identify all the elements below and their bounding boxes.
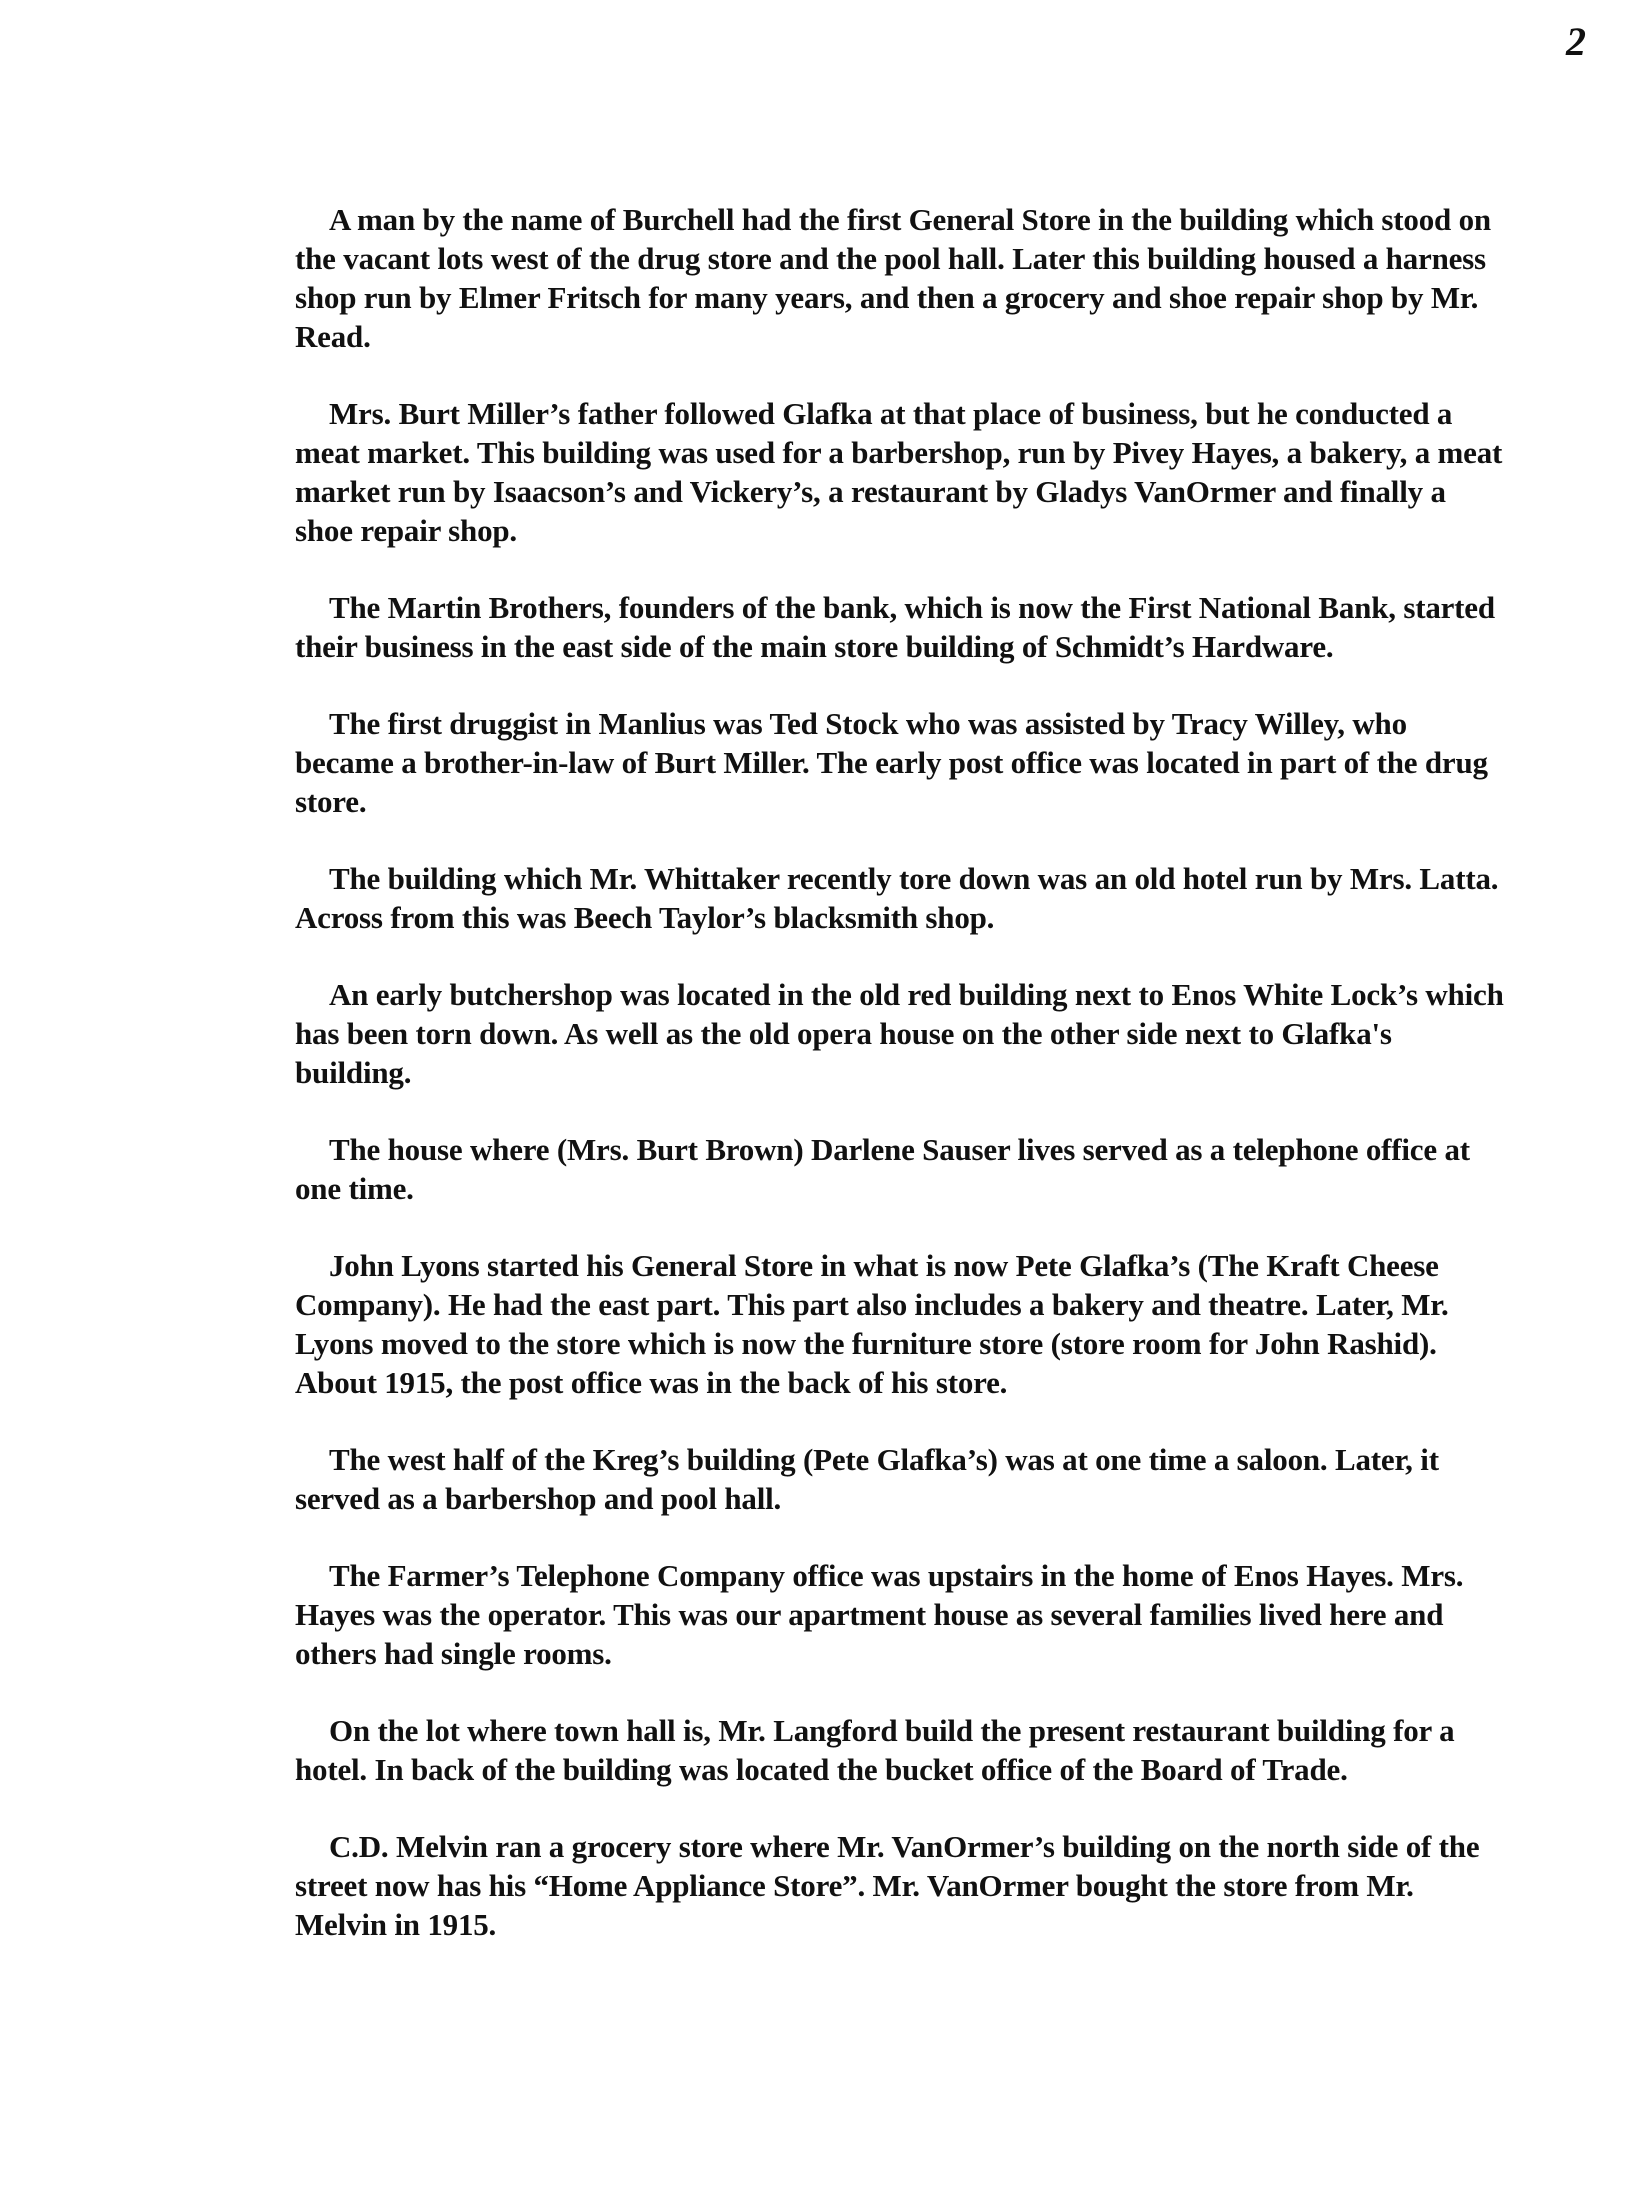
paragraph-john-lyons-store: John Lyons started his General Store in what is now Pete Glafka’s (The Kraft Cheese Company). He had the east part. This part also includes a bakery and theatre. Later, Mr. Lyons moved to the store which is now the furniture store (store room for John Rashid). About 1915, the post office was in the back of his store. (295, 1248, 1449, 1400)
paragraph-old-hotel: The building which Mr. Whittaker recently tore down was an old hotel run by Mrs. Latta. Across from this was Beech Taylor’s blacksmith shop. (295, 861, 1499, 935)
paragraph-first-druggist: The first druggist in Manlius was Ted Stock who was assisted by Tracy Willey, who became a brother-in-law of Burt Miller. The early post office was located in part of the drug store. (295, 706, 1488, 819)
paragraph-butchershop: An early butchershop was located in the old red building next to Enos White Lock’s which has been torn down. As well as the old opera house on the other side next to Glafka's building. (295, 977, 1504, 1090)
paragraph-martin-brothers-bank: The Martin Brothers, founders of the bank, which is now the First National Bank, started their business in the east side of the main store building of Schmidt’s Hardware. (295, 590, 1495, 664)
document-body (295, 200, 1505, 1982)
paragraph-meat-market: Mrs. Burt Miller’s father followed Glafka at that place of business, but he conducted a meat market. This building was used for a barbershop, run by Pivey Hayes, a bakery, a meat market run by Isaacson’s and Vickery’s, a restaurant by Gladys VanOrmer and finally a shoe repair shop. (295, 396, 1503, 548)
paragraph-telephone-office: The house where (Mrs. Burt Brown) Darlene Sauser lives served as a telephone office at one time. (295, 1132, 1470, 1206)
paragraph-town-hall-lot: On the lot where town hall is, Mr. Langford build the present restaurant building for a hotel. In back of the building was located the bucket office of the Board of Trade. (295, 1713, 1455, 1787)
paragraph-burchell-general-store: A man by the name of Burchell had the first General Store in the building which stood on the vacant lots west of the drug store and the pool hall. Later this building housed a harness shop run by Elmer Fritsch for many years, and then a grocery and shoe repair shop by Mr. Read. (295, 202, 1491, 354)
paragraph-farmers-telephone: The Farmer’s Telephone Company office was upstairs in the home of Enos Hayes. Mrs. Hayes was the operator. This was our apartment house as several families lived here and others had single rooms. (295, 1558, 1464, 1671)
paragraph-melvin-grocery: C.D. Melvin ran a grocery store where Mr. VanOrmer’s building on the north side of the street now has his “Home Appliance Store”. Mr. VanOrmer bought the store from Mr. Melvin in 1915. (295, 1829, 1480, 1942)
paragraph-kregs-building: The west half of the Kreg’s building (Pete Glafka’s) was at one time a saloon. Later, it served as a barbershop and pool hall. (295, 1442, 1439, 1516)
page-number: 2 (1566, 19, 1586, 64)
